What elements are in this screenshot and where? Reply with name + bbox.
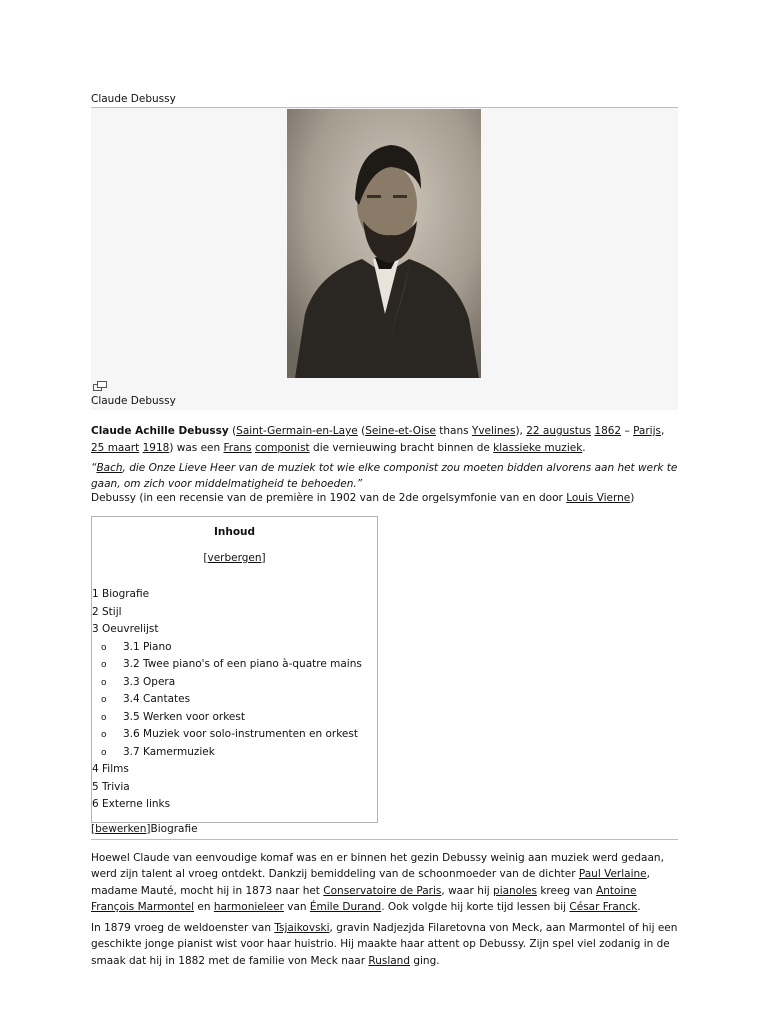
quote-text: “Bach, die Onze Lieve Heer van de muziek tot wie elke componist zou moeten bidden alvorens aan het werk te gaan, om zich voor middelmatigheid te behoeden.”: [91, 462, 678, 490]
link-death-place[interactable]: Parijs: [633, 425, 661, 437]
list-bullet: o: [101, 660, 107, 670]
toc-item[interactable]: 4 Films: [92, 763, 129, 775]
toc-toggle: [verbergen]: [203, 552, 266, 564]
toc-subitem[interactable]: o 3.3 Opera: [92, 674, 377, 692]
table-of-contents: [91, 516, 378, 823]
list-bullet: o: [101, 712, 107, 723]
link-department[interactable]: Seine-et-Oise: [365, 425, 436, 437]
list-bullet: o: [101, 642, 107, 653]
link-birth-year[interactable]: 1862: [594, 425, 622, 437]
portrait-image[interactable]: [287, 109, 481, 378]
section-title: Biografie: [150, 823, 198, 835]
page-title: Claude Debussy: [91, 93, 176, 105]
toc-subitem[interactable]: o 3.4 Cantates: [92, 691, 377, 709]
link-birth-day[interactable]: 22 augustus: [526, 425, 592, 437]
toc-item[interactable]: 6 Externe links: [92, 798, 171, 810]
link-department-now[interactable]: Yvelines: [471, 425, 516, 437]
list-bullet: o: [101, 695, 107, 705]
edit-link[interactable]: bewerken: [95, 823, 147, 835]
link-genre[interactable]: klassieke muziek: [493, 441, 583, 454]
magnify-icon[interactable]: [93, 381, 107, 393]
toc-subitem[interactable]: o 3.2 Twee piano's of een piano à-quatre mains: [92, 656, 377, 674]
toc-subitem[interactable]: o 3.6 Muziek voor solo-instrumenten en orkest: [92, 726, 377, 744]
section-heading: [bewerken]Biografie: [91, 823, 198, 835]
link-birthplace[interactable]: Saint-Germain-en-Laye: [236, 425, 358, 437]
link-rusland[interactable]: Rusland: [368, 954, 410, 967]
list-bullet: o: [101, 730, 107, 740]
link-emile-durand[interactable]: Émile Durand: [309, 900, 382, 913]
infobox: [91, 108, 678, 410]
link-harmonieleer[interactable]: harmonieleer: [213, 900, 284, 913]
toc-subitem[interactable]: o 3.5 Werken voor orkest: [92, 709, 377, 727]
link-cesar-franck[interactable]: César Franck: [569, 900, 638, 913]
toc-item[interactable]: 3 Oeuvrelijst: [92, 623, 159, 635]
toc-list: [92, 586, 377, 814]
link-nationality[interactable]: Frans: [223, 441, 252, 454]
link-marmontel[interactable]: Antoine François Marmontel: [91, 884, 637, 913]
toc-item[interactable]: 5 Trivia: [92, 780, 130, 793]
link-tsjaikovski[interactable]: Tsjaikovski: [274, 922, 330, 934]
toc-item[interactable]: 2 Stijl: [92, 605, 122, 618]
section-divider: [91, 839, 678, 840]
link-bach[interactable]: Bach: [96, 462, 123, 474]
toc-subitem[interactable]: o 3.7 Kamermuziek: [92, 744, 377, 762]
link-paul-verlaine[interactable]: Paul Verlaine: [578, 868, 647, 881]
link-louis-vierne[interactable]: Louis Vierne: [566, 492, 631, 504]
image-caption: Claude Debussy: [91, 395, 176, 407]
toc-hide-link[interactable]: verbergen: [207, 552, 262, 564]
intro-paragraph: Claude Achille Debussy (Saint-Germain-en-Laye (Seine-et-Oise thans Yvelines), 22 augustus 1862 – Parijs, 25 maart 1918) was een Frans componist die vernieuwing bracht binnen de klassieke muziek.: [91, 425, 665, 454]
quote-source: Debussy (in een recensie van de première in 1902 van de 2de orgelsymfonie van en door Louis Vierne): [91, 492, 635, 504]
list-bullet: o: [101, 677, 107, 688]
toc-title: Inhoud: [213, 526, 256, 538]
link-profession[interactable]: componist: [255, 441, 310, 454]
subject-name: Claude Achille Debussy: [91, 425, 229, 437]
biography-paragraph-1: Hoewel Claude van eenvoudige komaf was en er binnen het gezin Debussy weinig aan muziek werd gedaan, werd zijn talent al vroeg ontdekt. Dankzij bemiddeling van de schoonmoeder van de dichter Paul Verlaine, madame Mauté, mocht hij in 1873 naar het Conservatoire de Paris, waar hij pianoles kreeg van Antoine François Marmontel en harmonieleer van Émile Durand. Ook volgde hij korte tijd lessen bij César Franck.: [91, 852, 664, 913]
biography-paragraph-2: In 1879 vroeg de weldoenster van Tsjaikovski, gravin Nadjezjda Filaretovna von Meck, aan Marmontel of hij een geschikte jonge pianist wist voor haar huistrio. Hij maakte haar attent op Debussy. Zijn spel viel zodanig in de smaak dat hij in 1882 met de familie von Meck naar Rusland ging.: [91, 922, 678, 967]
link-death-year[interactable]: 1918: [142, 441, 170, 454]
toc-item[interactable]: 1 Biografie: [92, 588, 150, 600]
list-bullet: o: [101, 747, 107, 758]
link-conservatoire[interactable]: Conservatoire de Paris: [323, 884, 442, 897]
link-pianoles[interactable]: pianoles: [493, 884, 537, 897]
toc-subitem[interactable]: o 3.1 Piano: [92, 639, 377, 657]
link-death-day[interactable]: 25 maart: [91, 441, 140, 454]
